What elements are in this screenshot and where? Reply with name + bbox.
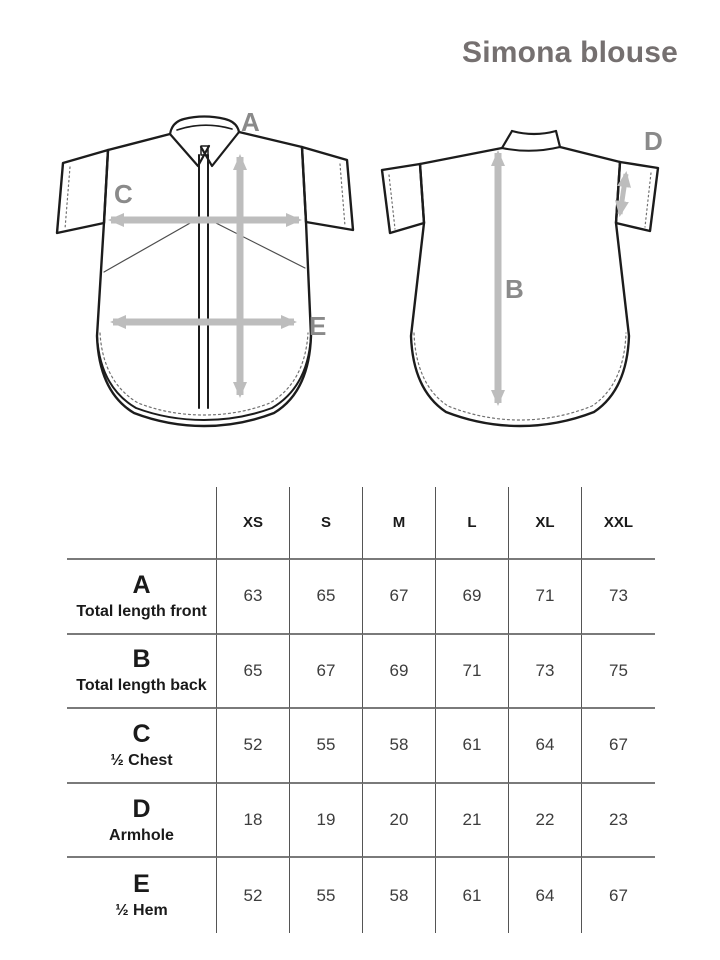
back-right-cuff-stitch (645, 173, 651, 227)
measure-letter: A (132, 570, 151, 599)
front-right-cuff-stitch (340, 164, 345, 226)
value-cell: 58 (363, 858, 436, 933)
value-cell: 75 (582, 635, 655, 710)
measure-label-a: A (241, 107, 260, 137)
front-collar-inner-line (177, 125, 232, 130)
row-label-a (67, 560, 217, 635)
value-cell: 73 (582, 560, 655, 635)
measure-name: ½ Chest (110, 751, 173, 769)
measure-label-c: C (114, 179, 133, 209)
row-label-c (67, 709, 217, 784)
value-cell: 20 (363, 784, 436, 859)
value-cell: 67 (609, 885, 628, 905)
size-diagram (0, 90, 720, 462)
front-left-sleeve (57, 150, 108, 233)
size-header-xl: XL (509, 487, 582, 560)
table-corner-cell (67, 487, 217, 560)
back-collar-left-edge (502, 131, 512, 148)
front-body-outline (97, 132, 311, 426)
measure-letter: E (133, 870, 150, 899)
blouse-front-view (57, 117, 353, 427)
value-cell: 61 (436, 709, 509, 784)
measure-name: Total length back (76, 677, 207, 695)
size-header-s: S (290, 487, 363, 560)
value-cell: 67 (582, 709, 655, 784)
size-header-l: L (436, 487, 509, 560)
front-right-fold-line (208, 219, 305, 268)
value-cell: 69 (436, 560, 509, 635)
measure-letter: C (132, 719, 151, 748)
value-cell: 18 (217, 784, 290, 859)
row-label-e (67, 858, 217, 933)
value-cell: 69 (363, 635, 436, 710)
measure-label-b: B (505, 274, 524, 304)
back-hem-stitch-line (414, 333, 626, 420)
value-cell: 65 (217, 635, 290, 710)
value-cell: 65 (290, 560, 363, 635)
front-hem-stitch-line (100, 333, 308, 415)
value-cell: 55 (290, 858, 363, 933)
value-cell: 55 (290, 709, 363, 784)
value-cell: 63 (217, 560, 290, 635)
value-cell: 58 (363, 709, 436, 784)
size-header-xxl: XXL (582, 487, 655, 560)
page-title: Simona blouse (462, 36, 678, 69)
back-collar-right-edge (556, 131, 560, 147)
value-cell: 71 (436, 635, 509, 710)
measure-name: Total length front (76, 602, 207, 620)
value-cell: 71 (509, 560, 582, 635)
measure-letter: B (132, 645, 151, 674)
value-cell: 22 (509, 784, 582, 859)
size-header-xs: XS (217, 487, 290, 560)
value-cell: 67 (363, 560, 436, 635)
measure-label-d: D (644, 126, 663, 156)
measure-arrow-d (620, 174, 626, 214)
value-cell: 52 (217, 858, 290, 933)
front-left-fold-line (104, 218, 199, 272)
value-cell: 73 (509, 635, 582, 710)
value-cell: 21 (436, 784, 509, 859)
value-cell: 67 (290, 635, 363, 710)
value-cell: 52 (217, 709, 290, 784)
back-left-cuff-stitch (389, 175, 395, 229)
back-left-sleeve (382, 164, 424, 233)
value-cell: 61 (436, 858, 509, 933)
measure-name: Armhole (109, 826, 174, 844)
value-cell: 64 (509, 858, 582, 933)
front-hem-inner-line (97, 336, 311, 420)
value-cell: 23 (582, 784, 655, 859)
value-cell: 64 (509, 709, 582, 784)
front-left-cuff-stitch (65, 167, 70, 229)
measure-name: ½ Hem (115, 902, 168, 920)
row-label-b (67, 635, 217, 710)
back-collar-top-edge (512, 131, 556, 134)
size-header-m: M (363, 487, 436, 560)
measure-letter: D (132, 794, 151, 823)
front-right-sleeve (302, 147, 353, 230)
size-table (67, 487, 655, 933)
value-cell: 19 (290, 784, 363, 859)
measure-label-e: E (309, 311, 327, 341)
row-label-d (67, 784, 217, 859)
back-collar-base-edge (502, 147, 560, 151)
